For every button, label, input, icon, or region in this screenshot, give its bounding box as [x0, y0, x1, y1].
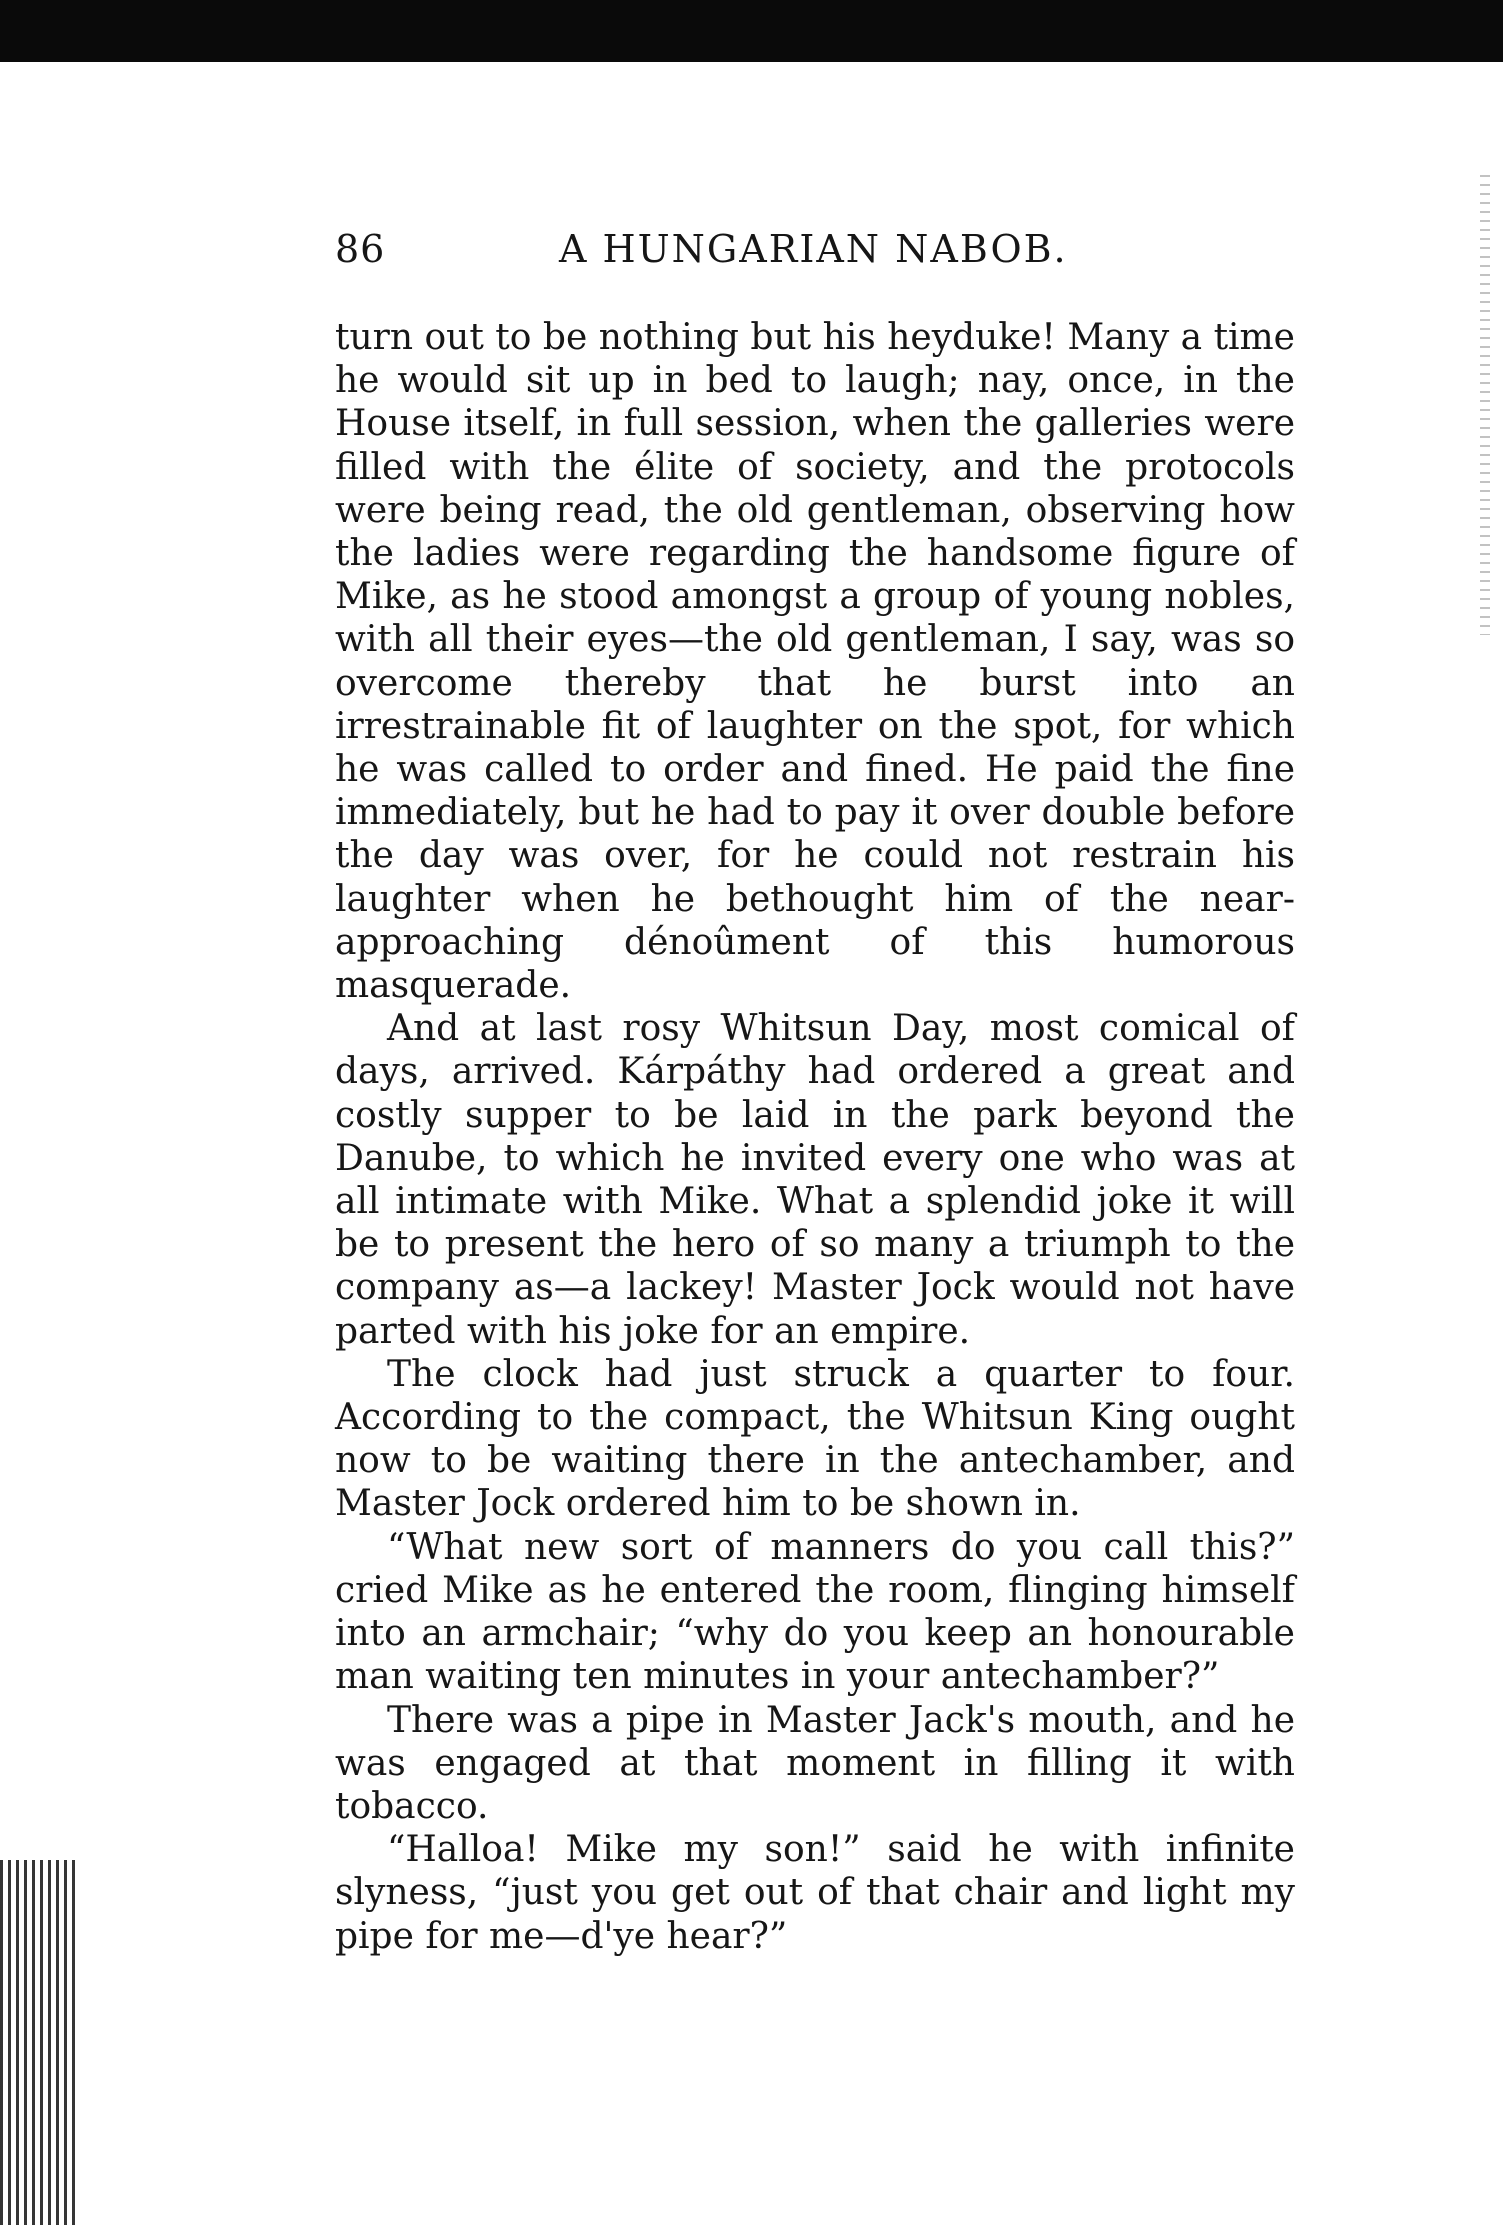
paragraph-4: “What new sort of manners do you call this?” cried Mike as he entered the room, flinging himself into an armchair; “why do you keep an honourable man waiting ten minutes in your antechamber?” [335, 1526, 1295, 1698]
page-number: 86 [335, 227, 386, 271]
paragraph-6: “Halloa! Mike my son!” said he with infinite slyness, “just you get out of that chair and light my pipe for me—d'ye hear?” [335, 1829, 1295, 1957]
running-title: A HUNGARIAN NABOB. [559, 227, 1068, 271]
scan-artifact-right [1480, 175, 1490, 635]
paragraph-5: There was a pipe in Master Jack's mouth, and he was engaged at that moment in filling it with tobacco. [335, 1699, 1295, 1827]
paragraph-2: And at last rosy Whitsun Day, most comical of days, arrived. Kárpáthy had ordered a great and costly supper to be laid in the park beyond the Danube, to which he invited every one who was at all intimate with Mike. What a splendid joke it will be to present the hero of so many a triumph to the company as—a lackey! Master Jock would not have parted with his joke for an empire. [335, 1008, 1295, 1352]
scan-top-border [0, 0, 1503, 62]
scan-artifact-left [0, 1860, 78, 2225]
page-header [335, 224, 1295, 274]
paragraph-3: The clock had just struck a quarter to four. According to the compact, the Whitsun King ought now to be waiting there in the antechamber, and Master Jock ordered him to be shown in. [335, 1353, 1295, 1525]
paragraph-1: turn out to be nothing but his heyduke! Many a time he would sit up in bed to laugh; nay, once, in the House itself, in full session, when the galleries were filled with the élite of society, and the protocols were being read, the old gentleman, observing how the ladies were regarding the handsome figure of Mike, as he stood amongst a group of young nobles, with all their eyes—the old gentleman, I say, was so overcome thereby that he burst into an irrestrainable fit of laughter on the spot, for which he was called to order and fined. He paid the fine immediately, but he had to pay it over double before the day was over, for he could not restrain his laughter when he bethought him of the near-approaching dénoûment of this humorous masquerade. [335, 317, 1295, 1007]
body-text [335, 316, 1295, 1958]
